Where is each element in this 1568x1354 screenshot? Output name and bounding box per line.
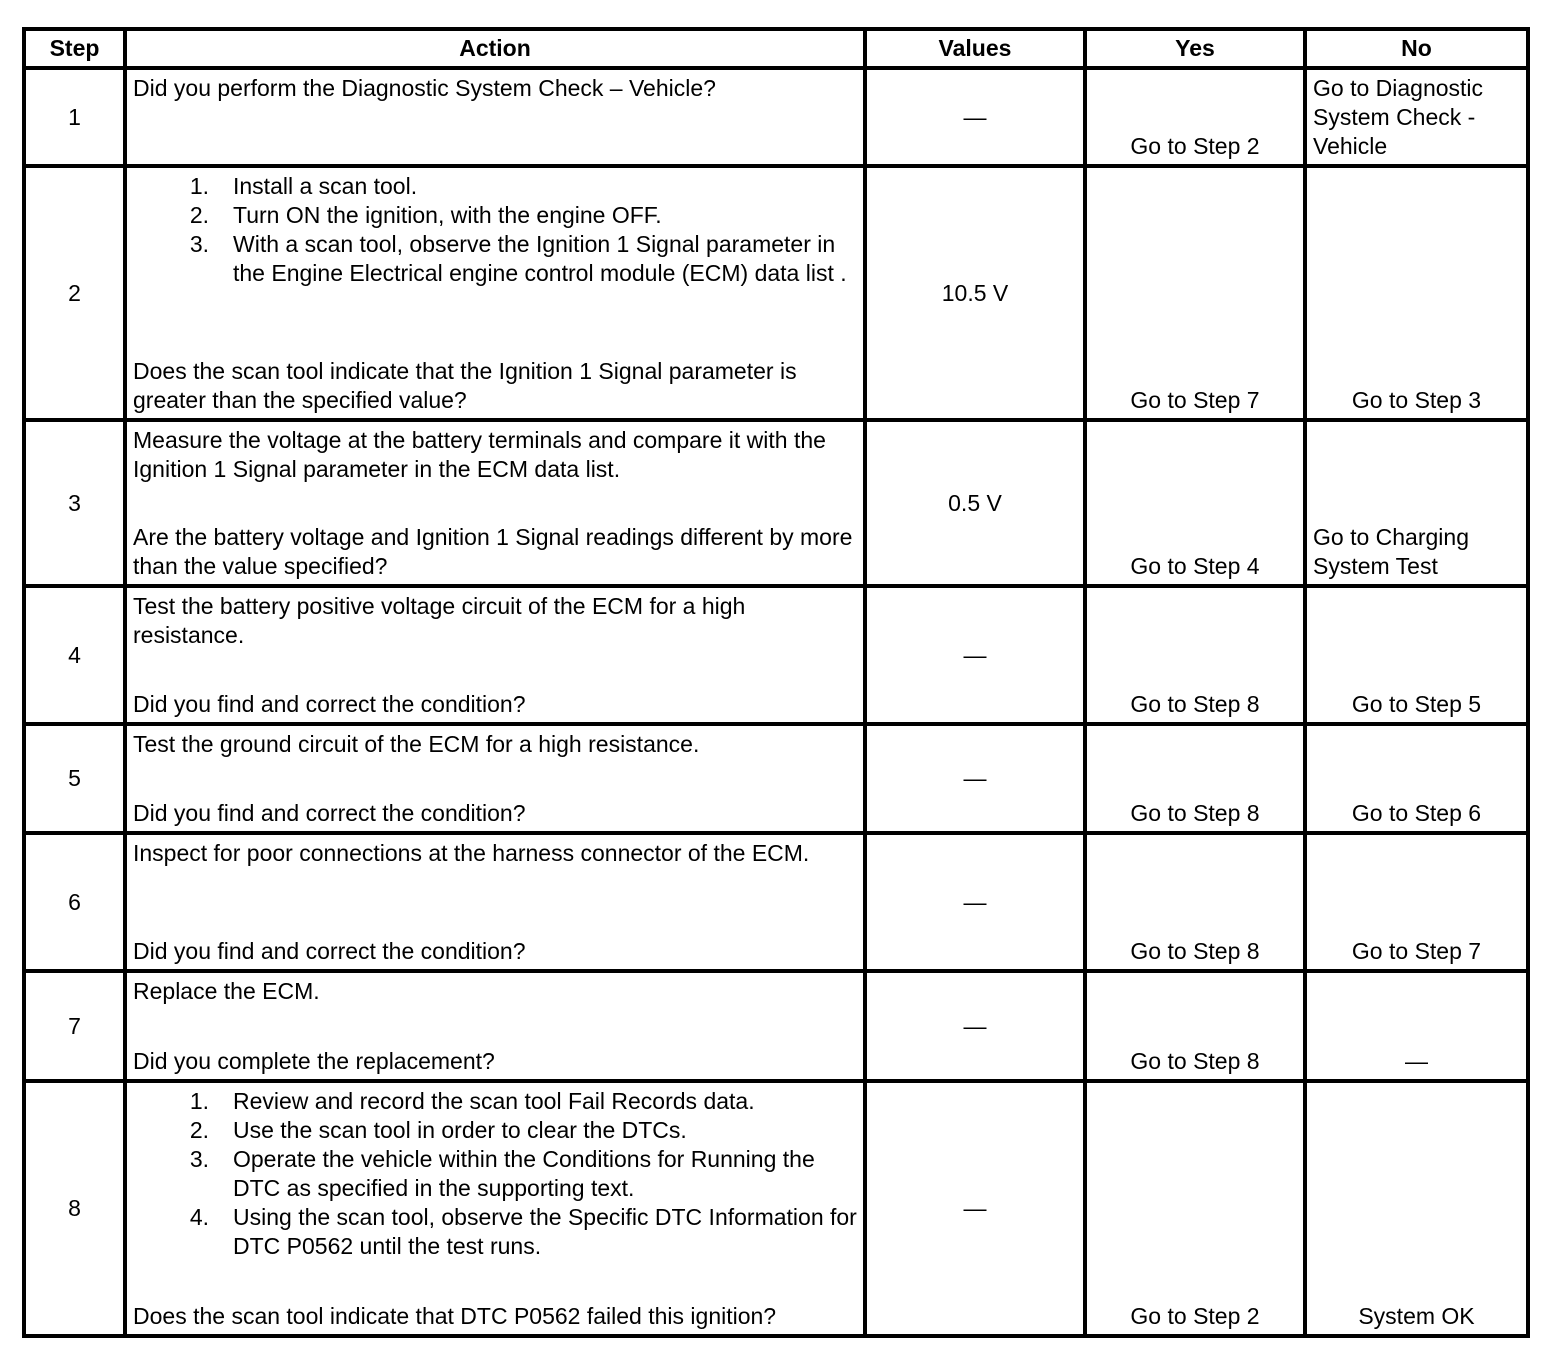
action-text: Test the ground circuit of the ECM for a high resistance. xyxy=(133,731,700,757)
yes-outcome: Go to Step 4 xyxy=(1130,553,1260,579)
instruction-item xyxy=(133,201,857,230)
yes-outcome: Go to Step 8 xyxy=(1130,1048,1260,1074)
instruction-number: 2. xyxy=(189,1117,209,1143)
action-instructions xyxy=(133,426,857,484)
yes-cell xyxy=(1085,971,1305,1081)
no-outcome: Go to Step 6 xyxy=(1351,800,1482,826)
action-question: Did you complete the replacement? xyxy=(133,1048,495,1074)
action-instructions xyxy=(133,839,857,868)
instruction-number: 1. xyxy=(189,173,209,199)
table-row xyxy=(24,724,1528,833)
action-question: Did you find and correct the condition? xyxy=(133,691,526,717)
yes-outcome: Go to Step 8 xyxy=(1130,938,1260,964)
action-question: Does the scan tool indicate that the Ignition 1 Signal parameter is greater than the specified value? xyxy=(133,358,797,413)
step-number: 2 xyxy=(24,166,125,420)
action-question: Did you find and correct the condition? xyxy=(133,938,526,964)
instruction-item xyxy=(133,172,857,201)
header-action: Action xyxy=(125,29,865,68)
step-number: 7 xyxy=(24,971,125,1081)
instruction-list xyxy=(133,1087,857,1261)
yes-outcome: Go to Step 8 xyxy=(1130,691,1260,717)
no-cell xyxy=(1305,586,1528,724)
no-cell xyxy=(1305,833,1528,971)
instruction-text: Operate the vehicle within the Conditions for Running the DTC as specified in the supporting text. xyxy=(233,1146,815,1201)
value-cell: — xyxy=(865,971,1085,1081)
yes-cell xyxy=(1085,68,1305,166)
action-instructions xyxy=(133,74,857,103)
no-outcome: Go to Step 5 xyxy=(1351,691,1482,717)
step-number: 8 xyxy=(24,1081,125,1336)
no-outcome: Go to Step 3 xyxy=(1351,387,1482,413)
step-number: 6 xyxy=(24,833,125,971)
action-cell xyxy=(125,586,865,724)
step-number: 5 xyxy=(24,724,125,833)
table-row xyxy=(24,586,1528,724)
table-row xyxy=(24,833,1528,971)
no-cell xyxy=(1305,1081,1528,1336)
instruction-text: Install a scan tool. xyxy=(233,173,418,199)
yes-outcome: Go to Step 7 xyxy=(1130,387,1260,413)
action-cell xyxy=(125,971,865,1081)
yes-cell xyxy=(1085,420,1305,586)
action-question: Does the scan tool indicate that DTC P0562 failed this ignition? xyxy=(133,1303,777,1329)
action-cell xyxy=(125,1081,865,1336)
action-question: Did you find and correct the condition? xyxy=(133,800,526,826)
action-text: Test the battery positive voltage circuit of the ECM for a high resistance. xyxy=(133,593,746,648)
action-cell xyxy=(125,68,865,166)
no-cell xyxy=(1305,724,1528,833)
table-row xyxy=(24,166,1528,420)
instruction-number: 3. xyxy=(189,231,209,257)
value-cell: — xyxy=(865,724,1085,833)
yes-cell xyxy=(1085,166,1305,420)
yes-outcome: Go to Step 2 xyxy=(1130,133,1260,159)
action-instructions xyxy=(133,592,857,650)
table-row xyxy=(24,1081,1528,1336)
no-cell xyxy=(1305,971,1528,1081)
instruction-number: 1. xyxy=(189,1088,209,1114)
no-cell xyxy=(1305,68,1528,166)
step-number: 3 xyxy=(24,420,125,586)
yes-outcome: Go to Step 8 xyxy=(1130,800,1260,826)
instruction-number: 2. xyxy=(189,202,209,228)
no-outcome: Go to Charging System Test xyxy=(1313,524,1469,579)
table-row xyxy=(24,68,1528,166)
no-cell xyxy=(1305,166,1528,420)
header-yes: Yes xyxy=(1085,29,1305,68)
header-step: Step xyxy=(24,29,125,68)
step-number: 1 xyxy=(24,68,125,166)
instruction-item xyxy=(133,230,857,288)
instruction-item xyxy=(133,1087,857,1116)
yes-outcome: Go to Step 2 xyxy=(1130,1303,1260,1329)
instruction-item xyxy=(133,1203,857,1261)
instruction-text: Review and record the scan tool Fail Records data. xyxy=(233,1088,755,1114)
action-question: Are the battery voltage and Ignition 1 Signal readings different by more than the value specified? xyxy=(133,524,853,579)
action-text: Did you perform the Diagnostic System Check – Vehicle? xyxy=(133,75,716,101)
value-cell: — xyxy=(865,68,1085,166)
step-number: 4 xyxy=(24,586,125,724)
action-text: Inspect for poor connections at the harness connector of the ECM. xyxy=(133,840,810,866)
no-outcome: Go to Step 7 xyxy=(1351,938,1482,964)
action-cell xyxy=(125,724,865,833)
value-cell: — xyxy=(865,1081,1085,1336)
instruction-text: With a scan tool, observe the Ignition 1 Signal parameter in the Engine Electrical engine control module (ECM) data list . xyxy=(233,231,847,286)
action-cell xyxy=(125,833,865,971)
header-row xyxy=(24,29,1528,68)
value-cell: — xyxy=(865,586,1085,724)
instruction-text: Using the scan tool, observe the Specific DTC Information for DTC P0562 until the test runs. xyxy=(233,1204,857,1259)
table-row xyxy=(24,971,1528,1081)
no-outcome: — xyxy=(1405,1048,1428,1074)
value-cell: 0.5 V xyxy=(865,420,1085,586)
header-no: No xyxy=(1305,29,1528,68)
value-cell: 10.5 V xyxy=(865,166,1085,420)
diagnostic-table xyxy=(22,27,1530,1338)
action-cell xyxy=(125,166,865,420)
yes-cell xyxy=(1085,1081,1305,1336)
no-outcome: Go to Diagnostic System Check - Vehicle xyxy=(1313,75,1484,159)
yes-cell xyxy=(1085,833,1305,971)
instruction-text: Turn ON the ignition, with the engine OFF. xyxy=(233,202,662,228)
table-row xyxy=(24,420,1528,586)
instruction-text: Use the scan tool in order to clear the DTCs. xyxy=(233,1117,687,1143)
action-text: Measure the voltage at the battery terminals and compare it with the Ignition 1 Signal parameter in the ECM data list. xyxy=(133,427,826,482)
no-cell xyxy=(1305,420,1528,586)
instruction-number: 3. xyxy=(189,1146,209,1172)
instruction-item xyxy=(133,1116,857,1145)
no-outcome: System OK xyxy=(1358,1303,1475,1329)
action-instructions xyxy=(133,977,857,1006)
value-cell: — xyxy=(865,833,1085,971)
instruction-list xyxy=(133,172,857,288)
instruction-number: 4. xyxy=(189,1204,209,1230)
action-text: Replace the ECM. xyxy=(133,978,320,1004)
action-instructions xyxy=(133,730,857,759)
yes-cell xyxy=(1085,724,1305,833)
action-instructions xyxy=(133,1087,857,1261)
yes-cell xyxy=(1085,586,1305,724)
instruction-item xyxy=(133,1145,857,1203)
action-cell xyxy=(125,420,865,586)
action-instructions xyxy=(133,172,857,288)
header-values: Values xyxy=(865,29,1085,68)
